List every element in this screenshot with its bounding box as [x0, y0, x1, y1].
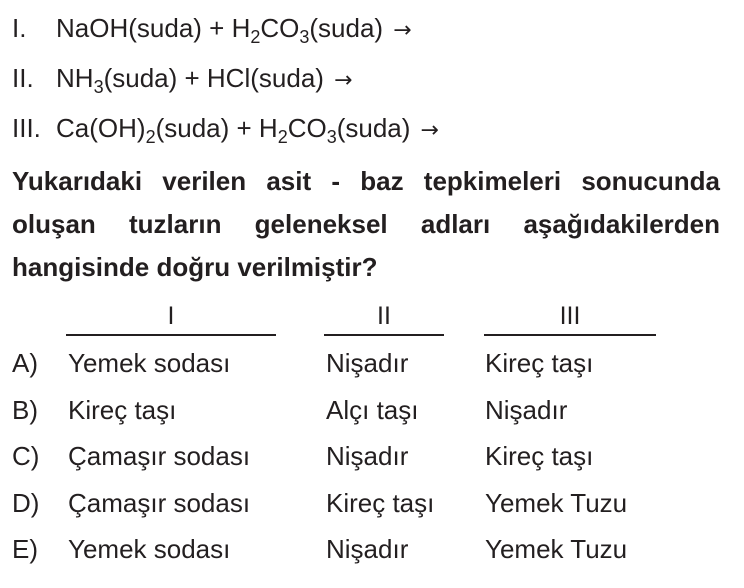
reaction-1 — [12, 13, 412, 46]
arrow-icon: → — [333, 68, 353, 93]
option-cell-3: Kireç taşı — [485, 441, 594, 471]
option-cell-1: Çamaşır sodası — [68, 488, 251, 518]
column-divider — [324, 334, 444, 336]
reaction-3 — [12, 113, 439, 146]
option-cell-3: Yemek Tuzu — [485, 534, 628, 564]
arrow-icon: → — [420, 118, 439, 143]
column-header-3: III — [559, 302, 581, 330]
arrow-icon: → — [393, 18, 412, 43]
option-cell-3: Kireç taşı — [485, 348, 594, 378]
reaction-equation: NaOH(suda) + $H_2CO_3(suda)$ — [56, 13, 384, 47]
option-cell-3: Nişadır — [485, 395, 568, 425]
option-cell-1: Kireç taşı — [68, 395, 177, 425]
option-cell-1: Yemek sodası — [68, 534, 231, 564]
reaction-2 — [12, 63, 352, 96]
question-line: Yukarıdaki verilen asit - baz tepkimeleri sonucunda — [12, 166, 720, 196]
option-cell-2: Nişadır — [326, 441, 409, 471]
option-cell-1: Çamaşır sodası — [68, 441, 251, 471]
option-cell-1: Yemek sodası — [68, 348, 231, 378]
option-cell-2: Nişadır — [326, 534, 409, 564]
reaction-number: II. — [12, 63, 34, 93]
question-text — [12, 160, 720, 289]
option-cell-2: Nişadır — [326, 348, 409, 378]
column-header-1: I — [167, 302, 175, 330]
option-cell-2: Kireç taşı — [326, 488, 435, 518]
question-line: oluşan tuzların geleneksel adları aşağıdakilerden — [12, 209, 720, 239]
option-letter: B) — [12, 395, 38, 425]
option-letter: A) — [12, 348, 38, 378]
reaction-equation: $Ca(OH)_2(suda)$ + $H_2CO_3(suda)$ — [56, 113, 411, 147]
reaction-equation: $NH_3(suda)$ + HCl(suda) — [56, 63, 324, 97]
column-divider — [484, 334, 656, 336]
option-letter: D) — [12, 488, 40, 518]
option-letter: C) — [12, 441, 40, 471]
option-cell-2: Alçı taşı — [326, 395, 419, 425]
column-divider — [66, 334, 276, 336]
reaction-number: III. — [12, 113, 41, 143]
question-line: hangisinde doğru verilmiştir? — [12, 252, 378, 282]
option-cell-3: Yemek Tuzu — [485, 488, 628, 518]
reaction-number: I. — [12, 13, 27, 43]
column-header-2: II — [377, 302, 391, 330]
option-letter: E) — [12, 534, 38, 564]
